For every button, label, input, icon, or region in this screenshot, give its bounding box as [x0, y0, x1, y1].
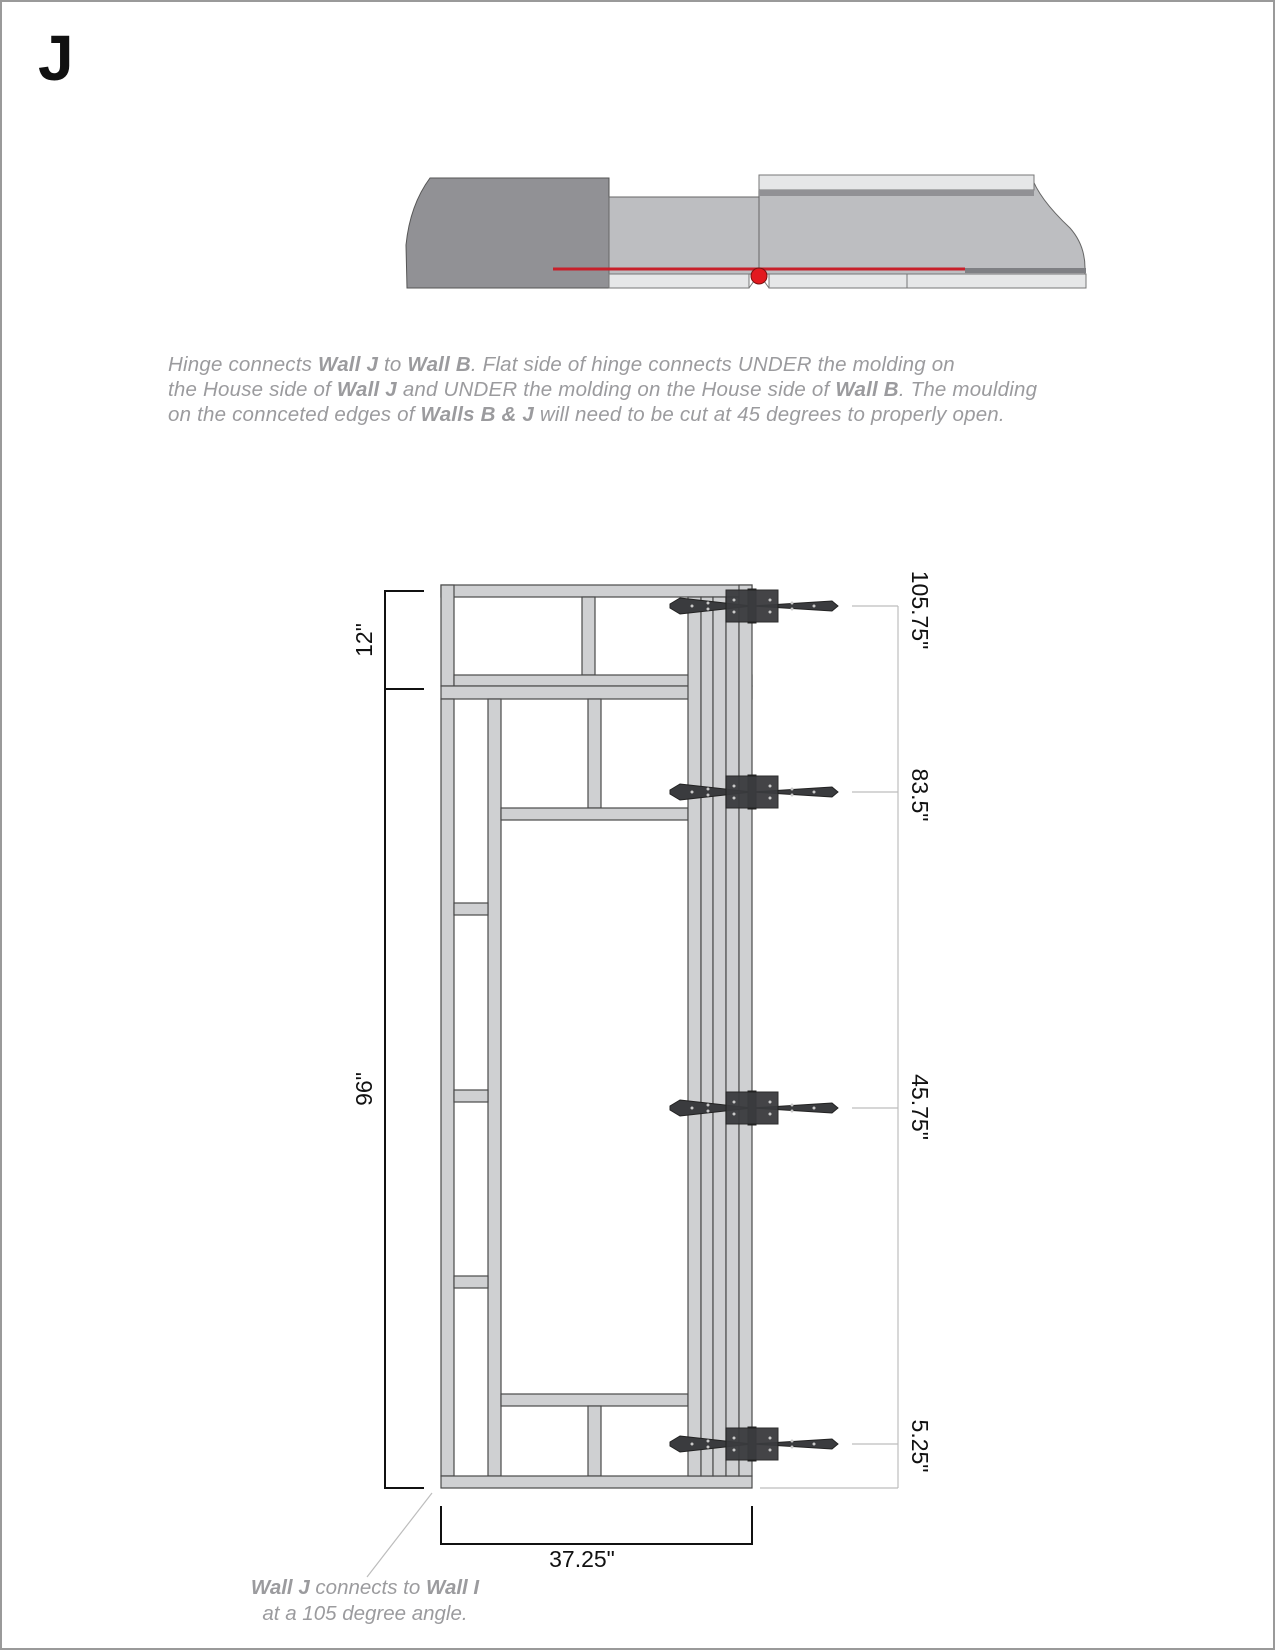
top-section-height: 12" — [351, 623, 377, 657]
hinge-1-height: 105.75" — [907, 570, 933, 650]
main-section-height: 96" — [351, 1072, 377, 1106]
hinge-2-height: 83.5" — [907, 768, 933, 822]
hinge-4-height: 5.25" — [907, 1419, 933, 1473]
wall-connection-caption: Wall J connects to Wall I at a 105 degree angle. — [250, 1576, 480, 1625]
hinge-leader-lines — [760, 606, 898, 1488]
width-dimension: 37.25" — [549, 1546, 615, 1572]
width-dimension-line — [441, 1506, 752, 1544]
frame-lumber — [441, 585, 752, 1488]
caption-leader-line — [367, 1493, 432, 1577]
height-dimension-lines — [385, 591, 424, 1488]
hinge-3-height: 45.75" — [907, 1074, 933, 1140]
hinge-note: Hinge connects Wall J to Wall B. Flat side of hinge connects UNDER the molding on the House side of Wall J and UNDER the molding on the House side of Wall B. The moulding on the connceted edges of Walls B & J will need to be cut at 45 degrees to properly open. — [168, 353, 1038, 426]
page-letter: J — [38, 22, 74, 94]
